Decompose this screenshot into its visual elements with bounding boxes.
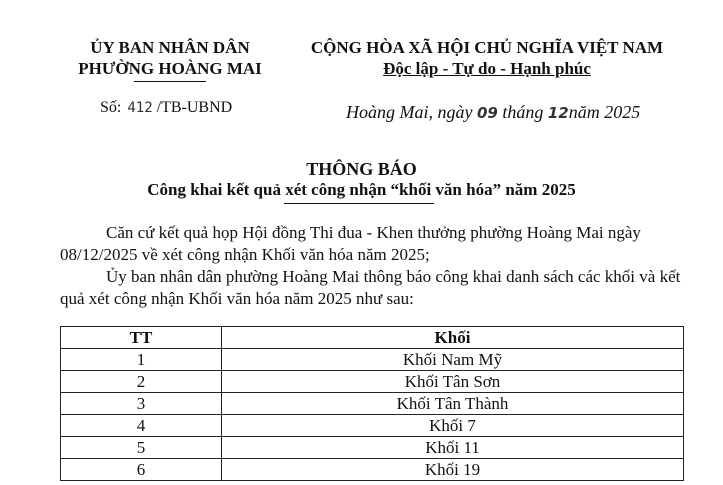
date-day: 09 (476, 104, 498, 122)
date-year: năm 2025 (568, 102, 641, 122)
body-paragraph-1: Căn cứ kết quả họp Hội đồng Thi đua - Khen thưởng phường Hoàng Mai ngày 08/12/2025 về xét công nhận Khối văn hóa năm 2025; (60, 223, 641, 264)
row-number: 2 (61, 371, 222, 393)
table-row (61, 393, 684, 415)
row-number: 4 (61, 415, 222, 437)
table-row (61, 371, 684, 393)
national-motto (298, 59, 676, 79)
place-day-prefix: Hoàng Mai, ngày (346, 102, 473, 122)
notice-title: THÔNG BÁO (306, 159, 417, 179)
document-number-suffix: /TB-UBND (156, 99, 233, 116)
row-khoi-name: Khối Nam Mỹ (222, 349, 684, 371)
table-row (61, 459, 684, 481)
row-number: 3 (61, 393, 222, 415)
national-motto-text: Độc lập - Tự do - Hạnh phúc (383, 59, 591, 78)
table-row (61, 415, 684, 437)
document-number-value: 412 (127, 100, 153, 116)
table-header-row (61, 327, 684, 349)
table-row (61, 349, 684, 371)
row-khoi-name: Khối 7 (222, 415, 684, 437)
body-paragraph-2: Ủy ban nhân dân phường Hoàng Mai thông báo công khai danh sách các khối và kết quả xét công nhận Khối văn hóa năm 2025 như sau: (60, 267, 681, 308)
row-khoi-name: Khối 19 (222, 459, 684, 481)
issuing-agency-line2: PHƯỜNG HOÀNG MAI (78, 59, 262, 78)
table-row (61, 437, 684, 459)
agency-underline-divider (134, 81, 206, 82)
place-and-date (346, 102, 640, 123)
document-number (100, 99, 232, 117)
column-header-khoi: Khối (222, 327, 684, 349)
issuing-agency-line1: ỦY BAN NHÂN DÂN (90, 38, 250, 57)
row-number: 1 (61, 349, 222, 371)
subtitle-underline-divider (284, 203, 434, 204)
row-khoi-name: Khối Tân Thành (222, 393, 684, 415)
date-month: 12 (547, 104, 569, 122)
column-header-tt: TT (61, 327, 222, 349)
results-table (60, 326, 684, 481)
document-number-prefix: Số: (100, 99, 122, 116)
notice-subtitle: Công khai kết quả xét công nhận “khối văn hóa” năm 2025 (147, 180, 576, 199)
row-number: 5 (61, 437, 222, 459)
row-khoi-name: Khối 11 (222, 437, 684, 459)
month-prefix: tháng (502, 102, 544, 122)
row-number: 6 (61, 459, 222, 481)
national-title: CỘNG HÒA XÃ HỘI CHỦ NGHĨA VIỆT NAM (310, 38, 664, 57)
row-khoi-name: Khối Tân Sơn (222, 371, 684, 393)
